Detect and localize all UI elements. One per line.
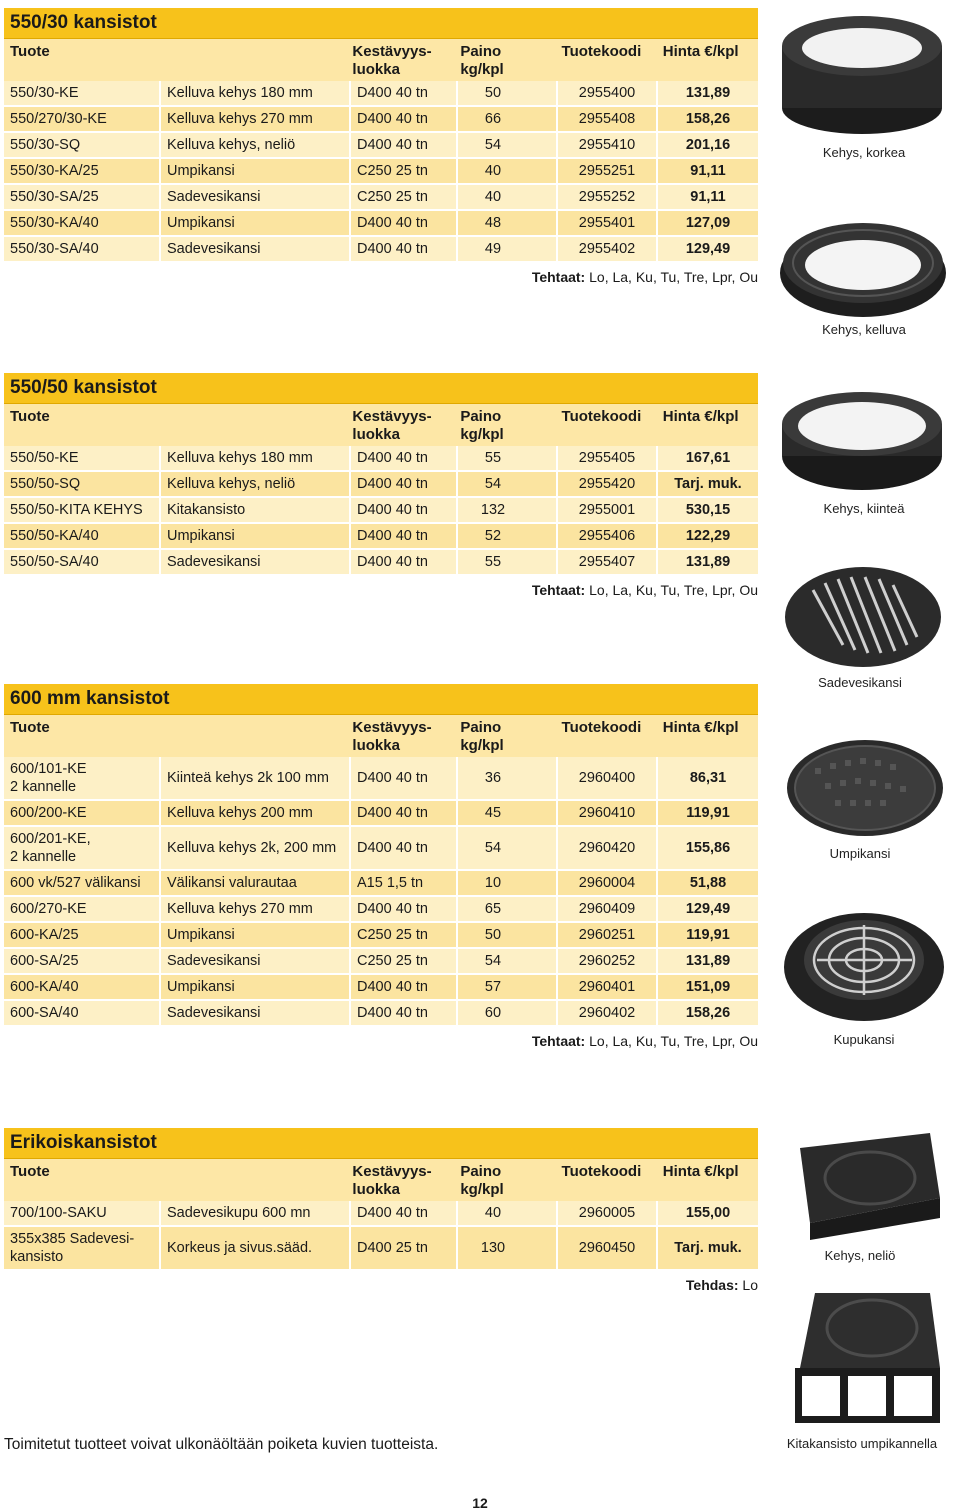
cell-class: D400 40 tn: [351, 827, 458, 869]
cell-class: D400 25 tn: [351, 1227, 458, 1269]
cell-class: D400 40 tn: [351, 133, 458, 157]
col-code: Tuotekoodi: [561, 408, 642, 425]
table-row: [4, 498, 758, 524]
cell-weight: 40: [458, 1201, 558, 1225]
cell-code: 2960401: [558, 975, 658, 999]
cell-desc: Sadevesikansi: [161, 237, 351, 261]
cell-class: C250 25 tn: [351, 159, 458, 183]
table-row: [4, 550, 758, 576]
cell-weight: 55: [458, 550, 558, 574]
cell-code: 2960450: [558, 1227, 658, 1269]
cell-class: D400 40 tn: [351, 1201, 458, 1225]
cell-desc: Sadevesikansi: [161, 550, 351, 574]
cell-price: 201,16: [685, 137, 731, 153]
section-title: Erikoiskansistot: [4, 1128, 758, 1159]
table-body: [4, 81, 758, 263]
cell-desc: Umpikansi: [161, 524, 351, 548]
cell-weight: 132: [458, 498, 558, 522]
cell-desc: Kelluva kehys 270 mm: [161, 897, 351, 921]
cell-class: D400 40 tn: [351, 524, 458, 548]
cell-weight: 130: [458, 1227, 558, 1269]
col-product: Tuote: [10, 719, 50, 736]
cell-class: A15 1,5 tn: [351, 871, 458, 895]
cell-desc: Sadevesikupu 600 mn: [161, 1201, 351, 1225]
cell-code: 2955402: [558, 237, 658, 261]
cell-desc: Umpikansi: [161, 211, 351, 235]
cell-code: 2960410: [558, 801, 658, 825]
caption-kehys-nelio: Kehys, neliö: [824, 1248, 896, 1263]
cell-price: 129,49: [685, 901, 731, 917]
caption-sadevesikansi: Sadevesikansi: [818, 675, 902, 690]
cell-class: D400 40 tn: [351, 1001, 458, 1025]
section-erikois: [4, 1128, 758, 1293]
table-row: [4, 81, 758, 107]
cell-product: 550/30-SQ: [4, 133, 161, 157]
table-row: [4, 1001, 758, 1027]
cell-weight: 57: [458, 975, 558, 999]
col-product: Tuote: [10, 408, 50, 425]
cell-weight: 50: [458, 923, 558, 947]
table-row: [4, 237, 758, 263]
cell-class: C250 25 tn: [351, 949, 458, 973]
table-row: [4, 185, 758, 211]
table-row: [4, 975, 758, 1001]
cell-product: 550/50-SQ: [4, 472, 161, 496]
cell-price: 86,31: [689, 770, 727, 786]
table-body: [4, 1201, 758, 1271]
table-row: [4, 757, 758, 801]
frame-fixed-image: [780, 388, 945, 493]
caption-kitakansisto: Kitakansisto umpikannella: [786, 1436, 938, 1451]
cell-weight: 10: [458, 871, 558, 895]
table-row: [4, 159, 758, 185]
col-class: Kestävyys- luokka: [352, 1163, 432, 1198]
col-code: Tuotekoodi: [561, 1163, 642, 1180]
cell-price: 158,26: [685, 1005, 731, 1021]
table-row: [4, 107, 758, 133]
cell-class: D400 40 tn: [351, 757, 458, 799]
table-header: [4, 39, 758, 81]
col-code: Tuotekoodi: [561, 719, 642, 736]
cell-code: 2955251: [558, 159, 658, 183]
cell-code: 2955400: [558, 81, 658, 105]
cell-product: 550/50-KITA KEHYS: [4, 498, 161, 522]
cell-product: 550/50-KA/40: [4, 524, 161, 548]
cell-class: D400 40 tn: [351, 81, 458, 105]
disclaimer-note: Toimitetut tuotteet voivat ulkonäöltään poiketa kuvien tuotteista.: [4, 1436, 439, 1453]
table-body: [4, 446, 758, 576]
cell-price: 131,89: [685, 554, 731, 570]
cell-product: 550/50-SA/40: [4, 550, 161, 574]
cell-desc: Kelluva kehys 180 mm: [161, 446, 351, 470]
cell-desc: Välikansi valurautaa: [161, 871, 351, 895]
cell-class: D400 40 tn: [351, 801, 458, 825]
cell-code: 2955420: [558, 472, 658, 496]
caption-kehys-kiintea: Kehys, kiinteä: [823, 501, 905, 516]
cell-price: 530,15: [685, 502, 731, 518]
cell-price: 129,49: [685, 241, 731, 257]
cell-price: Tarj. muk.: [674, 476, 742, 492]
col-price: Hinta €/kpl: [662, 719, 739, 736]
cell-product: 550/30-KA/40: [4, 211, 161, 235]
cell-weight: 40: [458, 159, 558, 183]
col-weight: Paino kg/kpl: [460, 719, 504, 754]
cell-weight: 50: [458, 81, 558, 105]
cell-product: 550/50-KE: [4, 446, 161, 470]
cell-code: 2960420: [558, 827, 658, 869]
cell-product: 600/201-KE, 2 kannelle: [4, 827, 161, 869]
cell-desc: Kelluva kehys 270 mm: [161, 107, 351, 131]
dome-cover-image: [782, 905, 947, 1025]
cell-price: Tarj. muk.: [674, 1240, 742, 1256]
cell-desc: Kelluva kehys 2k, 200 mm: [161, 827, 351, 869]
cell-code: 2960251: [558, 923, 658, 947]
cell-product: 550/30-KA/25: [4, 159, 161, 183]
cell-price: 127,09: [685, 215, 731, 231]
table-header: [4, 1159, 758, 1201]
cell-desc: Umpikansi: [161, 975, 351, 999]
cell-price: 155,86: [685, 840, 731, 856]
cell-desc: Kitakansisto: [161, 498, 351, 522]
frame-high-image: [780, 8, 945, 138]
cell-product: 600/270-KE: [4, 897, 161, 921]
table-row: [4, 827, 758, 871]
cell-product: 600-KA/40: [4, 975, 161, 999]
col-weight: Paino kg/kpl: [460, 43, 504, 78]
table-body: [4, 757, 758, 1027]
cell-price: 91,11: [690, 189, 726, 205]
cell-product: 600/101-KE 2 kannelle: [4, 757, 161, 799]
cell-price: 119,91: [686, 805, 730, 821]
col-class: Kestävyys- luokka: [352, 408, 432, 443]
cell-weight: 54: [458, 472, 558, 496]
cell-price: 151,09: [685, 979, 731, 995]
cell-desc: Kelluva kehys 180 mm: [161, 81, 351, 105]
caption-kehys-korkea: Kehys, korkea: [822, 145, 906, 160]
section-title: 600 mm kansistot: [4, 684, 758, 715]
col-product: Tuote: [10, 43, 50, 60]
cell-code: 2955405: [558, 446, 658, 470]
table-row: [4, 871, 758, 897]
cell-product: 550/30-SA/40: [4, 237, 161, 261]
table-header: [4, 715, 758, 757]
factory-note: Tehdas: Lo: [685, 1277, 758, 1293]
table-row: [4, 211, 758, 237]
factories-note: Tehtaat: Lo, La, Ku, Tu, Tre, Lpr, Ou: [531, 269, 758, 285]
cell-code: 2960252: [558, 949, 658, 973]
cell-desc: Umpikansi: [161, 159, 351, 183]
cell-code: 2955408: [558, 107, 658, 131]
page-number: 12: [472, 1495, 488, 1511]
section-550-30: [4, 8, 758, 285]
cell-price: 167,61: [685, 450, 731, 466]
cell-price: 119,91: [686, 927, 730, 943]
cell-weight: 45: [458, 801, 558, 825]
section-600: [4, 684, 758, 1049]
cell-price: 91,11: [690, 163, 726, 179]
table-row: [4, 524, 758, 550]
cell-code: 2955406: [558, 524, 658, 548]
cell-code: 2955407: [558, 550, 658, 574]
solid-cover-image: [785, 738, 945, 838]
col-code: Tuotekoodi: [561, 43, 642, 60]
cell-class: D400 40 tn: [351, 107, 458, 131]
table-header: [4, 404, 758, 446]
cell-desc: Sadevesikansi: [161, 185, 351, 209]
cell-weight: 60: [458, 1001, 558, 1025]
col-price: Hinta €/kpl: [662, 1163, 739, 1180]
col-price: Hinta €/kpl: [662, 43, 739, 60]
cell-class: D400 40 tn: [351, 472, 458, 496]
cell-class: D400 40 tn: [351, 446, 458, 470]
cell-desc: Kelluva kehys 200 mm: [161, 801, 351, 825]
cell-price: 131,89: [685, 85, 731, 101]
cell-product: 550/30-SA/25: [4, 185, 161, 209]
cell-weight: 49: [458, 237, 558, 261]
table-row: [4, 801, 758, 827]
table-row: [4, 1201, 758, 1227]
col-weight: Paino kg/kpl: [460, 408, 504, 443]
section-title: 550/50 kansistot: [4, 373, 758, 404]
caption-kupukansi: Kupukansi: [833, 1032, 895, 1047]
cell-code: 2955001: [558, 498, 658, 522]
cell-desc: Kelluva kehys, neliö: [161, 472, 351, 496]
cell-weight: 65: [458, 897, 558, 921]
cell-code: 2955252: [558, 185, 658, 209]
cell-product: 600/200-KE: [4, 801, 161, 825]
cell-product: 600 vk/527 välikansi: [4, 871, 161, 895]
cell-code: 2955401: [558, 211, 658, 235]
cell-desc: Sadevesikansi: [161, 1001, 351, 1025]
cell-class: D400 40 tn: [351, 897, 458, 921]
table-row: [4, 923, 758, 949]
cell-price: 122,29: [685, 528, 731, 544]
cell-product: 600-KA/25: [4, 923, 161, 947]
cell-weight: 48: [458, 211, 558, 235]
cell-product: 550/30-KE: [4, 81, 161, 105]
cell-class: C250 25 tn: [351, 923, 458, 947]
cell-product: 600-SA/40: [4, 1001, 161, 1025]
cell-code: 2960409: [558, 897, 658, 921]
cell-price: 131,89: [685, 953, 731, 969]
cell-class: D400 40 tn: [351, 211, 458, 235]
cell-desc: Sadevesikansi: [161, 949, 351, 973]
cell-weight: 52: [458, 524, 558, 548]
section-550-50: [4, 373, 758, 598]
col-class: Kestävyys- luokka: [352, 719, 432, 754]
cell-class: C250 25 tn: [351, 185, 458, 209]
cell-code: 2960004: [558, 871, 658, 895]
frame-floating-image: [778, 205, 948, 320]
cell-weight: 54: [458, 827, 558, 869]
cell-product: 550/270/30-KE: [4, 107, 161, 131]
cell-class: D400 40 tn: [351, 498, 458, 522]
cell-desc: Kiinteä kehys 2k 100 mm: [161, 757, 351, 799]
caption-umpikansi: Umpikansi: [829, 846, 891, 861]
col-price: Hinta €/kpl: [662, 408, 739, 425]
table-row: [4, 133, 758, 159]
cell-desc: Umpikansi: [161, 923, 351, 947]
cell-code: 2960005: [558, 1201, 658, 1225]
cell-code: 2960402: [558, 1001, 658, 1025]
col-product: Tuote: [10, 1163, 50, 1180]
grate-cover-image: [783, 565, 943, 670]
cell-class: D400 40 tn: [351, 550, 458, 574]
col-weight: Paino kg/kpl: [460, 1163, 504, 1198]
cell-class: D400 40 tn: [351, 975, 458, 999]
cell-weight: 55: [458, 446, 558, 470]
square-frame-image: [790, 1128, 945, 1243]
cell-weight: 54: [458, 133, 558, 157]
cell-product: 700/100-SAKU: [4, 1201, 161, 1225]
cell-price: 158,26: [685, 111, 731, 127]
table-row: [4, 1227, 758, 1271]
cell-weight: 40: [458, 185, 558, 209]
cell-product: 600-SA/25: [4, 949, 161, 973]
section-title: 550/30 kansistot: [4, 8, 758, 39]
table-row: [4, 446, 758, 472]
cell-weight: 66: [458, 107, 558, 131]
cell-weight: 36: [458, 757, 558, 799]
cell-code: 2960400: [558, 757, 658, 799]
table-row: [4, 949, 758, 975]
cell-price: 155,00: [685, 1205, 731, 1221]
col-class: Kestävyys- luokka: [352, 43, 432, 78]
factories-note: Tehtaat: Lo, La, Ku, Tu, Tre, Lpr, Ou: [531, 582, 758, 598]
cell-class: D400 40 tn: [351, 237, 458, 261]
cell-product: 355x385 Sadevesi- kansisto: [4, 1227, 161, 1269]
caption-kehys-kelluva: Kehys, kelluva: [822, 322, 906, 337]
cell-weight: 54: [458, 949, 558, 973]
table-row: [4, 472, 758, 498]
kita-cover-image: [790, 1288, 945, 1428]
cell-price: 51,88: [689, 875, 727, 891]
table-row: [4, 897, 758, 923]
cell-desc: Korkeus ja sivus.sääd.: [161, 1227, 351, 1269]
factories-note: Tehtaat: Lo, La, Ku, Tu, Tre, Lpr, Ou: [531, 1033, 758, 1049]
cell-code: 2955410: [558, 133, 658, 157]
cell-desc: Kelluva kehys, neliö: [161, 133, 351, 157]
